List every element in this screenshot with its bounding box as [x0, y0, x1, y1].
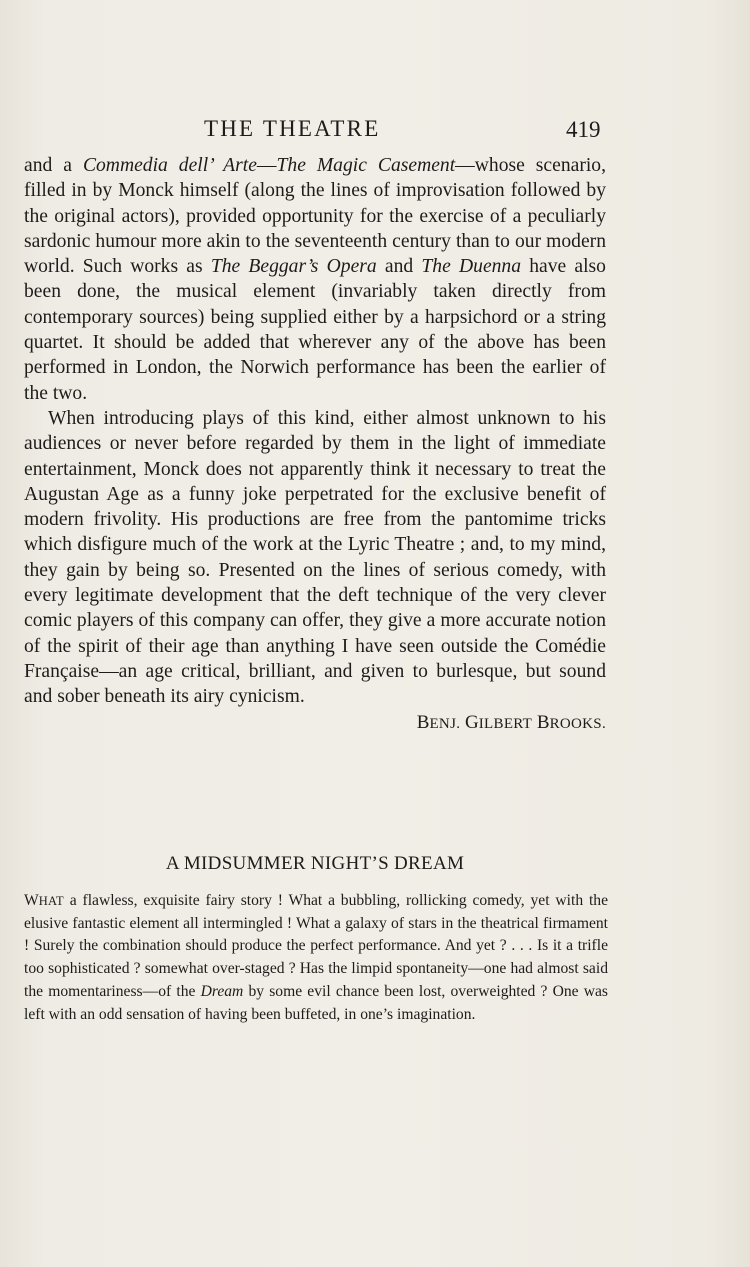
review-paragraph: WHAT a flawless, exquisite fairy story ! What a bubbling, rollicking comedy, yet with the elusive fantastic element all intermingled ! What a galaxy of stars in the theatrical firmament ! Surely the combination should produce the perfect performance. And yet ? . . . Is it a trifle too sophisticated ? somewhat over-staged ? Has the limpid spontaneity—one had almost said the momentariness—of the Dream by some evil chance been lost, overweighted ? One was left with an odd sensation of having been buffeted, in one’s imagination.	[24, 892, 608, 1023]
article-paragraph-2: When introducing plays of this kind, either almost unknown to his audiences or never before regarded by them in the light of immediate entertainment, Monck does not apparently think it necessary to treat the Augustan Age as a funny joke perpetrated for the exclusive benefit of modern frivolity. His productions are free from the pantomime tricks which disfigure much of the work at the Lyric Theatre ; and, to my mind, they gain by being so. Presented on the lines of serious comedy, with every legitimate development that the deft technique of the very clever comic players of this company can offer, they give a more accurate notion of the spirit of their age than anything I have seen outside the Comédie Française—an age critical, brilliant, and given to burlesque, but sound and sober beneath its airy cynicism.	[24, 407, 606, 708]
running-head	[0, 116, 750, 146]
author-signature: BENJ. GILBERT BROOKS.	[416, 711, 606, 733]
running-title: THE THEATRE	[204, 116, 381, 141]
italic-title: The Magic Casement	[276, 155, 456, 176]
italic-title: The Duenna	[421, 256, 522, 278]
page-number: 419	[566, 117, 601, 142]
article-paragraph-1: and a Commedia dell’ Arte—The Magic Casement—whose scenario, filled in by Monck himself (along the lines of improvisation followed by the original actors), provided opportunity for the exercise of a peculiarly sardonic humour more akin to the seventeenth century than to our modern world. Such works as The Beggar’s Opera and The Duenna have also been done, the musical element (invariably taken directly from contemporary sources) being supplied either by a harpsichord or a string quartet. It should be added that wherever any of the above has been performed in London, the Norwich performance has been the earlier of the two.	[24, 155, 606, 404]
review-body	[24, 890, 608, 1026]
italic-title: The Beggar’s Opera	[210, 256, 377, 278]
article-body	[24, 153, 606, 737]
section-title: A MIDSUMMER NIGHT’S DREAM	[165, 853, 465, 874]
italic-title: Commedia dell’ Arte	[82, 155, 257, 176]
italic-title: Dream	[200, 982, 244, 1000]
